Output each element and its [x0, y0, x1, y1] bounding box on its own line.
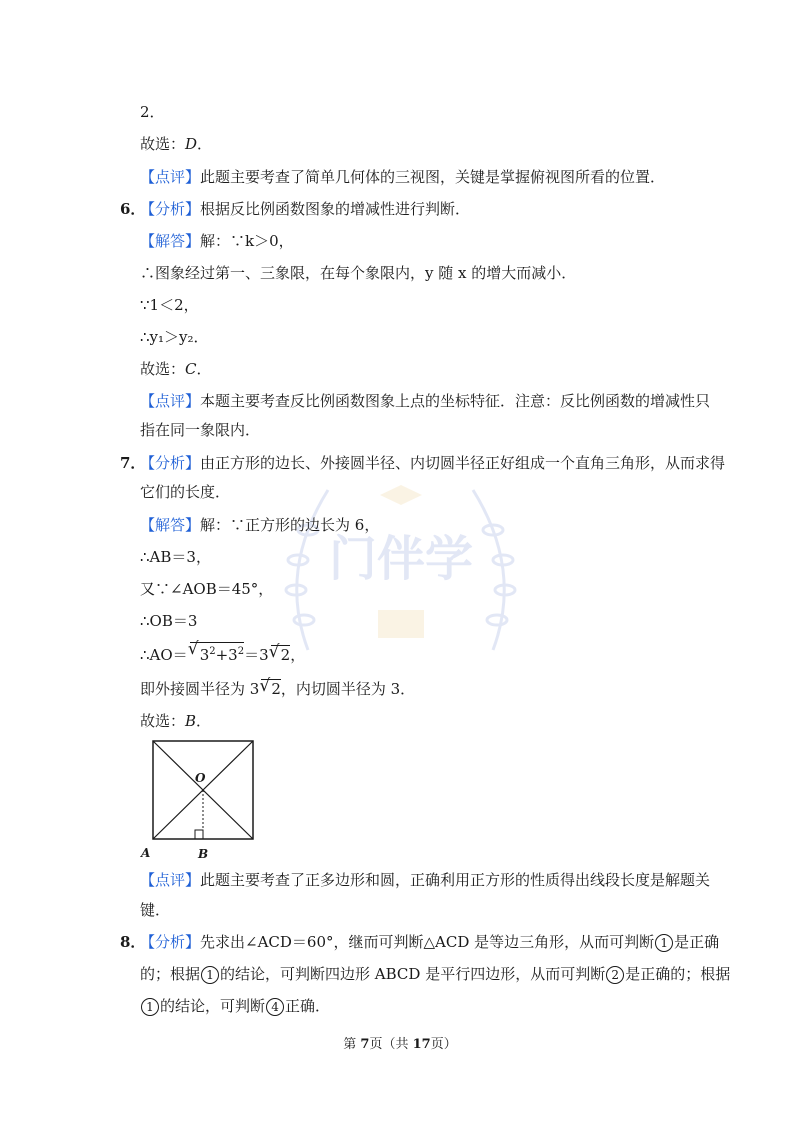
answer-line: 故选：C． — [140, 360, 212, 378]
question-number: 6． — [120, 200, 146, 218]
solution-line: 【解答】解：∵正方形的边长为 6， — [140, 516, 380, 534]
page-number: 7 — [360, 1037, 370, 1052]
solution-line: 即外接圆半径为 3√ 2，内切圆半径为 3． — [140, 678, 415, 700]
solution-line: ∵1＜2， — [140, 296, 199, 314]
right-angle-mark — [195, 830, 203, 839]
solution-line: ∴y₁＞y₂． — [140, 328, 209, 346]
label-a: A — [141, 846, 151, 860]
circled-number: 1 — [141, 998, 159, 1016]
circled-number: 4 — [266, 998, 284, 1016]
analysis-line: 的；根据 1 的结论，可判断四边形 ABCD 是平行四边形，从而可判断 2 是正确的；根据 — [140, 965, 731, 983]
review-tag: 【点评】 — [140, 871, 201, 889]
solution-line: 又∵∠AOB＝45°， — [140, 580, 274, 598]
solution-line: ∴AO＝√ $3^2+3^2=3√$ 2， — [140, 642, 305, 666]
analysis-tag: 【分析】 — [140, 200, 201, 218]
solution-line: ∴OB＝3 — [140, 612, 198, 630]
review-line: 【点评】此题主要考查了简单几何体的三视图，关键是掌握俯视图所看的位置． — [140, 168, 666, 186]
analysis-line: 【分析】由正方形的边长、外接圆半径、内切圆半径正好组成一个直角三角形，从而求得 — [140, 454, 726, 472]
analysis-line: 【分析】先求出∠ACD＝60°，继而可判断△ACD 是等边三角形，从而可判断 1 是正确 — [140, 933, 720, 951]
question-number: 7． — [120, 454, 146, 472]
review-line: 【点评】此题主要考查了正多边形和圆，正确利用正方形的性质得出线段长度是解题关 — [140, 871, 711, 889]
solution-line: 【解答】解：∵k＞0， — [140, 232, 294, 250]
review-tag: 【点评】 — [140, 392, 201, 410]
page-footer: 第 7页（共 17页） — [343, 1037, 457, 1052]
solution-line: ∴图象经过第一、三象限，在每个象限内，y 随 x 的增大而减小． — [140, 264, 577, 282]
label-o: O — [195, 771, 206, 785]
solution-tag: 【解答】 — [140, 516, 201, 534]
review-line: 指在同一象限内． — [140, 421, 261, 439]
analysis-line: 它们的长度． — [140, 483, 231, 501]
circled-number: 1 — [655, 934, 673, 952]
sqrt-expression: √ 2 — [271, 645, 291, 664]
analysis-line: 【分析】根据反比例函数图象的增减性进行判断． — [140, 200, 471, 218]
answer-line: 故选：D． — [140, 135, 213, 153]
solution-tag: 【解答】 — [140, 232, 201, 250]
review-tag: 【点评】 — [140, 168, 201, 186]
answer-line: 故选：B． — [140, 712, 212, 730]
question-number: 8． — [120, 933, 146, 951]
watermark-text: 门伴学 — [328, 531, 474, 587]
page-total: 17 — [412, 1037, 431, 1052]
review-line: 【点评】本题主要考查反比例函数图象上点的坐标特征．注意：反比例函数的增减性只 — [140, 392, 711, 410]
sqrt-expression: √ 2 — [261, 679, 281, 698]
circled-number: 2 — [606, 966, 624, 984]
watermark-logo — [268, 450, 533, 695]
label-b: B — [198, 847, 209, 861]
circled-number: 1 — [201, 966, 219, 984]
square-diagram — [140, 738, 270, 863]
solution-line: ∴AB＝3， — [140, 548, 211, 566]
analysis-tag: 【分析】 — [140, 933, 201, 951]
answer-line: 2． — [140, 103, 165, 121]
analysis-tag: 【分析】 — [140, 454, 201, 472]
analysis-line: 1 的结论，可判断 4 正确． — [140, 995, 330, 1017]
review-line: 键． — [140, 901, 171, 919]
sqrt-expression: √ $3^2+3^2$ — [190, 642, 244, 664]
